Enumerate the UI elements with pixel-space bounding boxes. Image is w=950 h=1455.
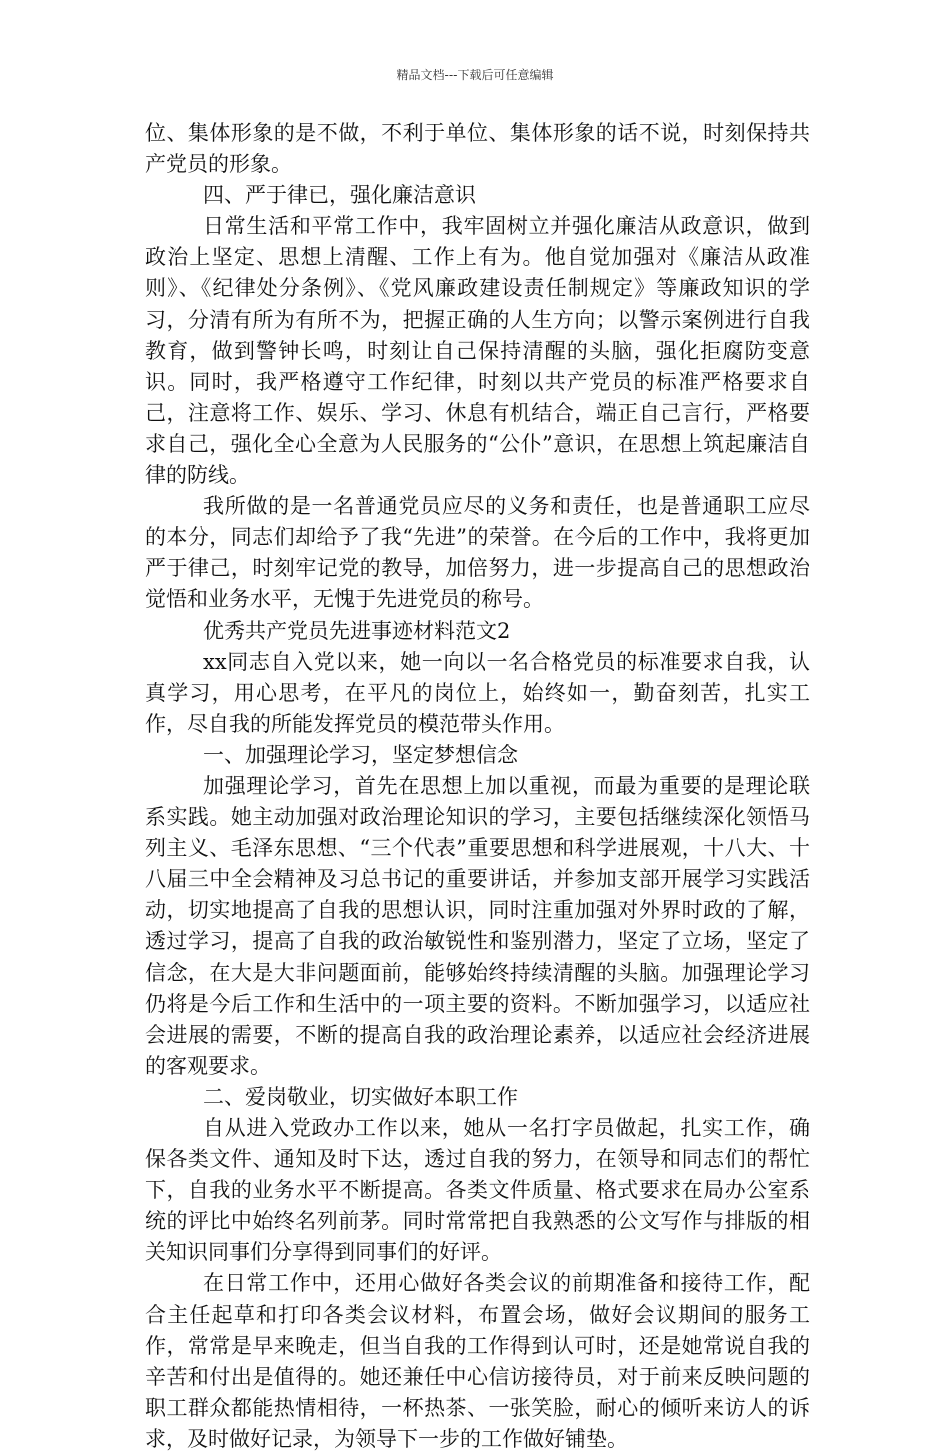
paragraph: xx同志自入党以来，她一向以一名合格党员的标准要求自我，认真学习，用心思考，在平凡的岗位上，始终如一，勤奋刻苦，扎实工作，尽自我的所能发挥党员的模范带头作用。 [145, 649, 810, 736]
document-body [145, 118, 810, 1455]
section-heading: 四、严于律已，强化廉洁意识 [203, 183, 476, 208]
document-subtitle: 优秀共产党员先进事迹材料范文2 [203, 618, 511, 643]
paragraph: 自从进入党政办工作以来，她从一名打字员做起，扎实工作，确保各类文件、通知及时下达，透过自我的努力，在领导和同志们的帮忙下，自我的业务水平不断提高。各类文件质量、格式要求在局办公室系统的评比中始终名列前茅。同时常常把自我熟悉的公文写作与排版的相关知识同事们分享得到同事们的好评。 [145, 1116, 810, 1265]
paragraph: 我所做的是一名普通党员应尽的义务和责任，也是普通职工应尽的本分，同志们却给予了我“先进”的荣誉。在今后的工作中，我将更加严于律己，时刻牢记党的教导，加倍努力，进一步提高自己的思想政治觉悟和业务水平，无愧于先进党员的称号。 [145, 494, 810, 612]
section-heading: 二、爱岗敬业，切实做好本职工作 [203, 1084, 518, 1109]
paragraph: 位、集体形象的是不做，不利于单位、集体形象的话不说，时刻保持共产党员的形象。 [145, 121, 810, 177]
section-heading: 一、加强理论学习，坚定梦想信念 [203, 742, 518, 767]
paragraph: 日常生活和平常工作中，我牢固树立并强化廉洁从政意识，做到政治上坚定、思想上清醒、工作上有为。他自觉加强对《廉洁从政准则》、《纪律处分条例》、《党风廉政建设责任制规定》等廉政知识的学习，分清有所为有所不为，把握正确的人生方向；以警示案例进行自我教育，做到警钟长鸣，时刻让自己保持清醒的头脑，强化拒腐防变意识。同时，我严格遵守工作纪律，时刻以共产党员的标准严格要求自己，注意将工作、娱乐、学习、休息有机结合，端正自己言行，严格要求自己，强化全心全意为人民服务的“公仆”意识，在思想上筑起廉洁自律的防线。 [145, 214, 810, 488]
page-header: 精品文档---下载后可任意编辑 [396, 68, 554, 82]
paragraph: 在日常工作中，还用心做好各类会议的前期准备和接待工作，配合主任起草和打印各类会议材料，布置会场，做好会议期间的服务工作，常常是早来晚走，但当自我的工作得到认可时，还是她常说自我的辛苦和付出是值得的。她还兼任中心信访接待员，对于前来反映问题的职工群众都能热情相待，一杯热茶、一张笑脸，耐心的倾听来访人的诉求，及时做好记录，为领导下一步的工作做好铺垫。 [145, 1271, 810, 1451]
paragraph: 加强理论学习，首先在思想上加以重视，而最为重要的是理论联系实践。她主动加强对政治理论知识的学习，主要包括继续深化领悟马列主义、毛泽东思想、“三个代表”重要思想和科学进展观，十八大、十八届三中全会精神及习总书记的重要讲话，并参加支部开展学习实践活动，切实地提高了自我的思想认识，同时注重加强对外界时政的了解，透过学习，提高了自我的政治敏锐性和鉴别潜力，坚定了立场，坚定了信念，在大是大非问题面前，能够始终持续清醒的头脑。加强理论学习仍将是今后工作和生活中的一项主要的资料。不断加强学习，以适应社会进展的需要，不断的提高自我的政治理论素养，以适应社会经济进展的客观要求。 [145, 773, 810, 1078]
